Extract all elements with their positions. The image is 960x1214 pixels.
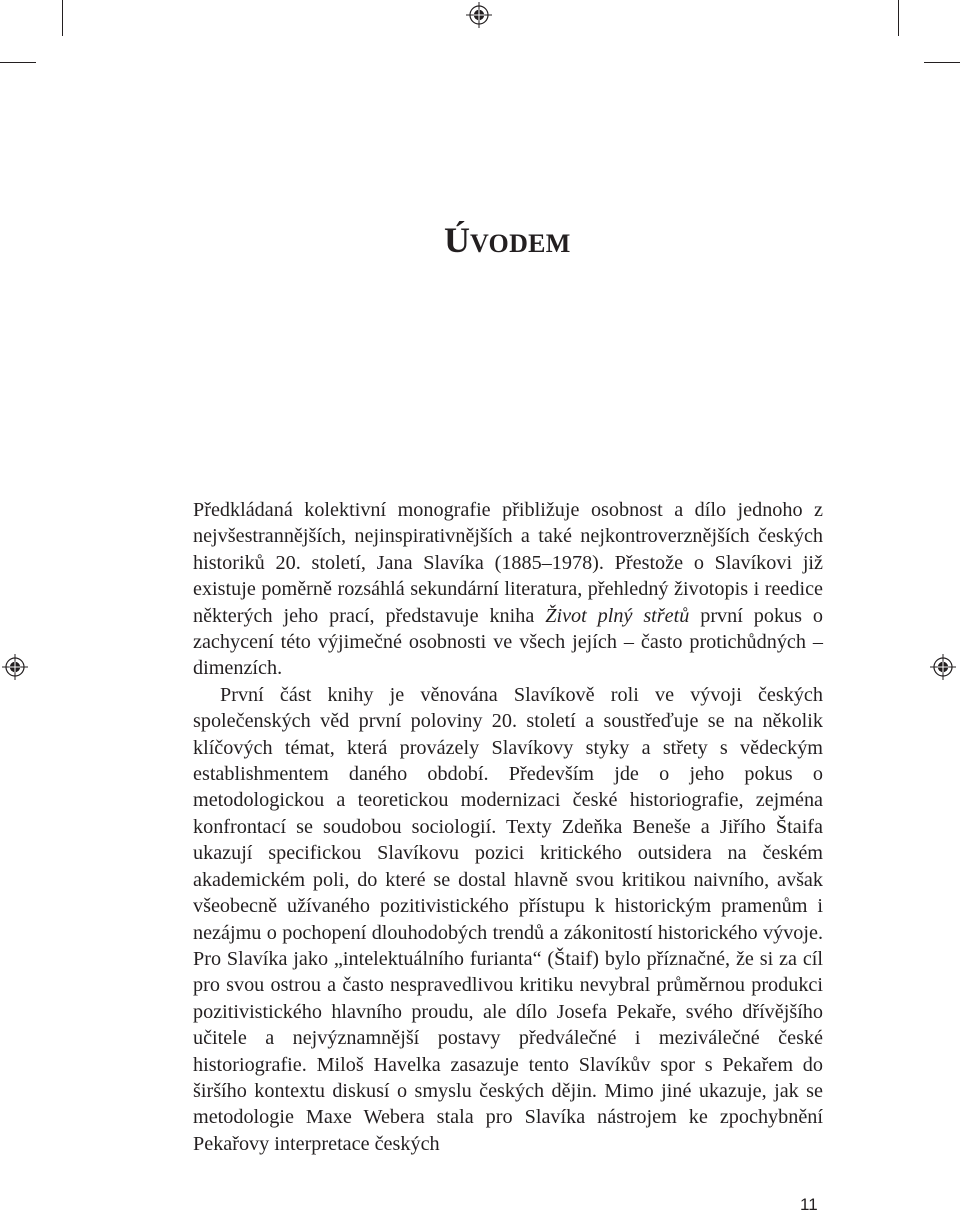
registration-mark-icon [464,0,494,30]
paragraph-1 [193,497,823,682]
chapter-title [444,222,571,258]
chapter-title-rest: VODEM [470,229,571,258]
paragraph-1-start: Předkládaná kolektivní monografie přibližuje osobnost a dílo jednoho z nejvšestrannějších, nejinspirativnějších a také nejkontroverznějších českých historiků 20. století, Jana Slavíka (1885–1978). Přestože o Slavíkovi již existuje poměrně rozsáhlá sekundární literatura, přehledný životopis i reedice některých jeho prací, představuje kniha [193,499,823,627]
page-number: 11 [800,1195,818,1214]
chapter-title-initial: Ú [444,220,470,260]
book-title-italic: Život plný střetů [545,604,690,627]
crop-mark-top-left [62,0,63,36]
paragraph-2: První část knihy je věnována Slavíkově roli ve vývoji českých společenských věd první poloviny 20. století a soustřeďuje se na několik klíčových témat, která provázely Slavíkovy styky a střety s vědeckým establishmentem daného období. Především jde o jeho pokus o metodologickou a teoretickou modernizaci české historiografie, zejména konfrontací se soudobou sociologií. Texty Zdeňka Beneše a Jiřího Štaifa ukazují specifickou Slavíkovu pozici kritického outsidera na českém akademickém poli, do které se dostal hlavně svou kritikou naivního, avšak všeobecně užívaného pozitivistického přístupu k historickým pramenům i nezájmu o pochopení dlouhodobých trendů a zákonitostí historického vývoje. Pro Slavíka jako „intelektuálního furianta“ (Štaif) bylo příznačné, že si za cíl pro svou ostrou a často nespravedlivou kritiku nevybral průměrnou produkci pozitivistického hlavního proudu, ale dílo Josefa Pekaře, svého dřívějšího učitele a nejvýznamnější postavy předválečné i meziválečné české historiografie. Miloš Havelka zasazuje tento Slavíkův spor s Pekařem do širšího kontextu diskusí o smyslu českých dějin. Mimo jiné ukazuje, jak se metodologie Maxe Webera stala pro Slavíka nástrojem ke zpochybnění Pekařovy interpretace českých [193,683,823,1155]
body-text [193,497,823,1157]
crop-mark-top-right [898,0,899,36]
crop-mark-left-top [0,62,36,63]
crop-mark-right-top [924,62,960,63]
paragraph-1-end: první pokus o zachycení této výjimečné osobnosti ve všech jejích – často protichůdných – dimenzích. [193,604,824,680]
registration-mark-icon [928,652,958,682]
registration-mark-icon [0,652,30,682]
